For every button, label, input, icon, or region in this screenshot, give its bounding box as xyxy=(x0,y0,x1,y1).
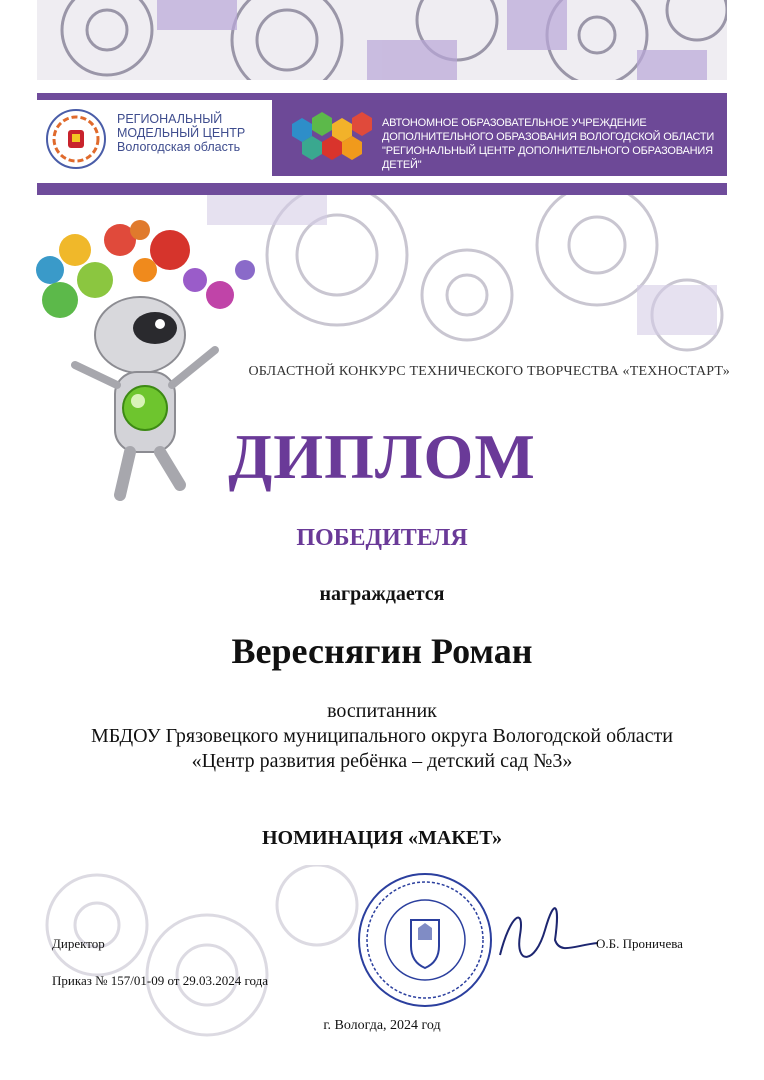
header-banner xyxy=(37,93,727,183)
official-stamp xyxy=(355,870,495,1010)
diploma-title: ДИПЛОМ xyxy=(228,421,536,492)
director-label: Директор xyxy=(52,936,105,951)
organization-line1: АВТОНОМНОЕ ОБРАЗОВАТЕЛЬНОЕ УЧРЕЖДЕНИЕ xyxy=(382,117,647,129)
banner-top-band xyxy=(37,93,727,100)
recipient-role: воспитанник xyxy=(327,700,437,722)
regional-center-line3: Вологодская область xyxy=(117,140,241,154)
institution-line1: МБДОУ Грязовецкого муниципального округа Вологодской области xyxy=(91,725,673,747)
awarded-label: награждается xyxy=(319,583,445,605)
organization-line2: ДОПОЛНИТЕЛЬНОГО ОБРАЗОВАНИЯ ВОЛОГОДСКОЙ ОБЛАСТИ xyxy=(382,131,715,143)
regional-center-logo xyxy=(37,100,272,176)
banner-bottom-band xyxy=(37,183,727,195)
institution-line2: «Центр развития ребёнка – детский сад №3» xyxy=(191,750,573,772)
hexagon-icons-logo xyxy=(278,110,378,165)
director-name: О.Б. Проничева xyxy=(596,936,683,951)
organization-block xyxy=(272,100,727,176)
regional-center-emblem-icon xyxy=(45,108,107,170)
diploma-subtitle: ПОБЕДИТЕЛЯ xyxy=(296,525,468,551)
place-and-year: г. Вологда, 2024 год xyxy=(323,1018,441,1033)
regional-center-line1: РЕГИОНАЛЬНЫЙ xyxy=(117,112,223,126)
decorative-gears-top xyxy=(37,0,727,80)
organization-line3: "РЕГИОНАЛЬНЫЙ ЦЕНТР ДОПОЛНИТЕЛЬНОГО ОБРАЗОВАНИЯ ДЕТЕЙ" xyxy=(382,145,713,171)
order-reference: Приказ № 157/01-09 от 29.03.2024 года xyxy=(52,973,268,988)
recipient-name: Вереснягин Роман xyxy=(231,631,533,671)
nomination: НОМИНАЦИЯ «МАКЕТ» xyxy=(261,827,503,849)
regional-center-line2: МОДЕЛЬНЫЙ ЦЕНТР xyxy=(117,126,246,140)
contest-title: ОБЛАСТНОЙ КОНКУРС ТЕХНИЧЕСКОГО ТВОРЧЕСТВА «ТЕХНОСТАРТ» xyxy=(248,364,730,379)
director-signature xyxy=(490,895,600,970)
